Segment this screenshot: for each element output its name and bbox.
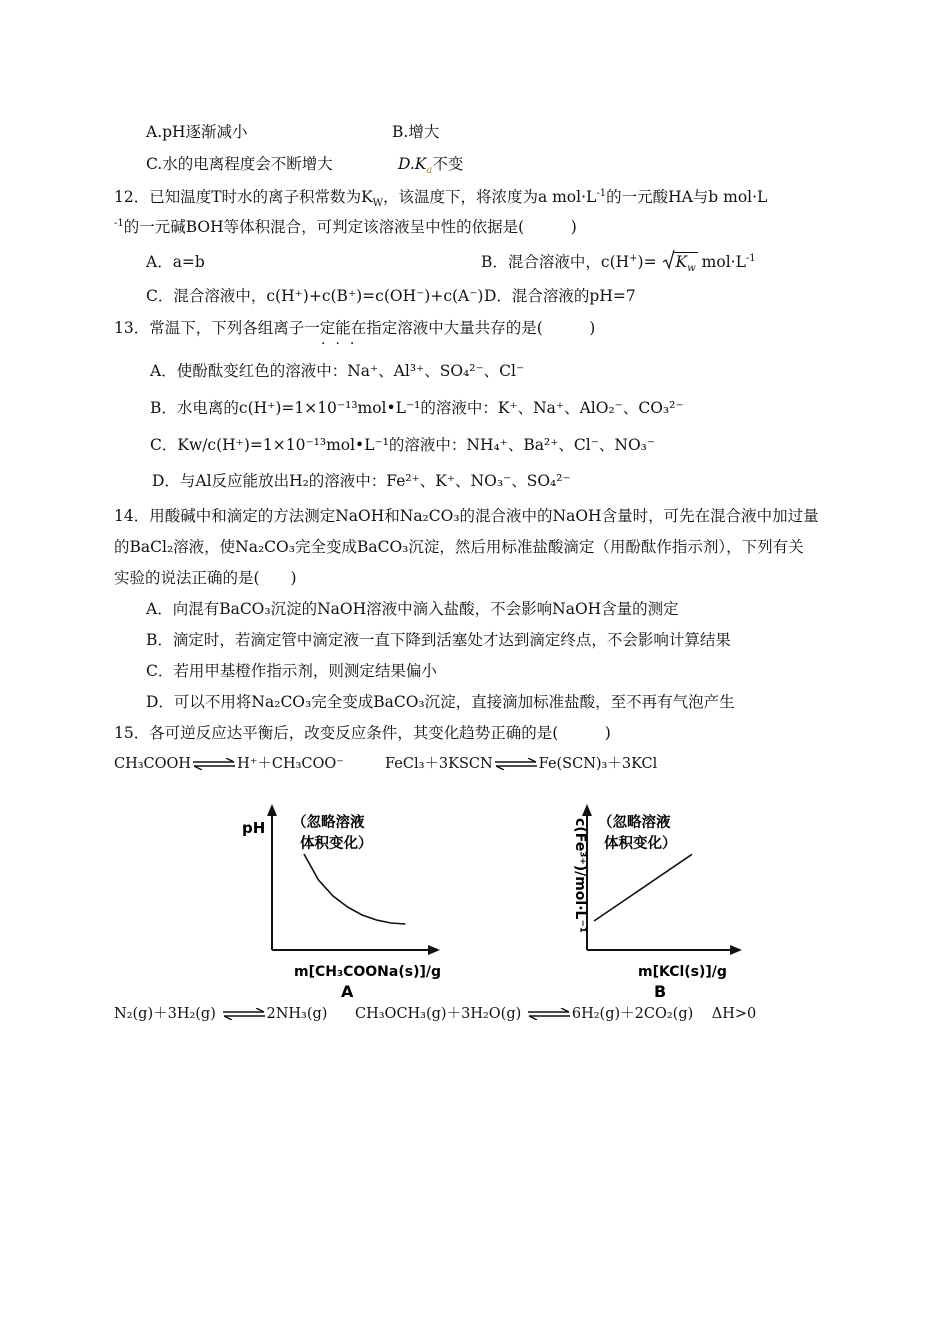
eq1-left: CH₃COOH: [114, 756, 192, 772]
chart-b-title: B: [654, 982, 667, 1000]
q12-stem-part4: 的一元碱BOH等体积混合，可判定该溶液呈中性的依据是( ): [123, 218, 577, 236]
emphasis-dots: ·​·​·: [321, 336, 365, 352]
q14-stem-line1: 14．用酸碱中和滴定的方法测定NaOH和Na₂CO₃的混合液中的NaOH含量时，可先在混合液中加过量: [114, 507, 819, 525]
eq3-left: N₂(g)＋3H₂(g): [114, 1006, 216, 1022]
q12-stem-part3: 的一元酸HA与b mol·L: [606, 188, 768, 206]
sqrt-k-sub: w: [687, 263, 696, 275]
equation-1: [114, 754, 344, 774]
eq3-right: 2NH₃(g): [266, 1006, 328, 1022]
q14-option-a: A．向混有BaCO₃沉淀的NaOH溶液中滴入盐酸，不会影响NaOH含量的测定: [146, 600, 679, 618]
q12-stem-part1: 12．已知温度T时水的离子积常数为K: [114, 188, 373, 206]
eq2-right: Fe(SCN)₃＋3KCl: [538, 756, 658, 772]
q12-option-d: D．混合溶液的pH=7: [484, 287, 636, 305]
chart-a-xlabel: m[CH₃COONa(s)]/g: [294, 964, 442, 980]
equation-4: [355, 1004, 756, 1024]
q15-stem: 15．各可逆反应达平衡后，改变反应条件，其变化趋势正确的是( ): [114, 724, 611, 742]
q12-option-b-text: B．混合溶液中，c(H: [481, 253, 630, 271]
q12-stem-part2: ，该温度下，将浓度为a mol·L: [382, 188, 597, 206]
eq2-left: FeCl₃＋3KSCN: [385, 756, 493, 772]
q12-option-b: [481, 252, 756, 275]
chart-b-annotation-2: 体积变化）: [604, 836, 677, 852]
q14-option-b: B．滴定时，若滴定管中滴定液一直下降到活塞处才达到滴定终点，不会影响计算结果: [146, 631, 731, 649]
chart-a-y-arrow-icon: [267, 804, 277, 816]
q12-option-c: C．混合溶液中，c(H⁺)+c(B⁺)=c(OH⁻)+c(A⁻): [146, 287, 484, 305]
equilibrium-arrow-icon: [222, 1008, 266, 1020]
q14-option-c: C．若用甲基橙作指示剂，则测定结果偏小: [146, 662, 437, 680]
chart-a-series-line: [304, 854, 406, 924]
chart-b-y-arrow-icon: [582, 804, 592, 816]
q12-stem-line1: [114, 187, 768, 210]
q12-kw-sub: W: [372, 198, 383, 210]
q12-option-b-mid: )=: [637, 253, 657, 271]
equation-3: [114, 1004, 327, 1024]
q11-option-b: B.增大: [392, 123, 440, 141]
q13-stem: 13．常温下，下列各组离子一定能在指定溶液中大量共存的是( ): [114, 319, 596, 337]
q11-option-d-k: D.K: [398, 155, 427, 173]
q11-option-a: A.pH逐渐减小: [146, 123, 248, 141]
eq4-left: CH₃OCH₃(g)＋3H₂O(g): [355, 1006, 522, 1022]
equilibrium-arrow-icon: [192, 758, 236, 770]
equilibrium-arrow-icon: [527, 1008, 571, 1020]
equilibrium-arrow-icon: [494, 758, 538, 770]
q12-option-b-sup: +: [629, 252, 638, 264]
q13-option-d: D．与Al反应能放出H₂的溶液中：Fe²⁺、K⁺、NO₃⁻、SO₄²⁻: [152, 472, 571, 490]
chart-b-series-line: [594, 854, 692, 921]
chart-a-annotation-2: 体积变化）: [300, 836, 373, 852]
sqrt-k: K: [675, 253, 688, 271]
sqrt-kw: [662, 252, 698, 275]
q13-option-b: B．水电离的c(H⁺)=1×10⁻¹³mol•L⁻¹的溶液中：K⁺、Na⁺、AlO₂⁻、CO₃²⁻: [150, 399, 684, 417]
chart-b-annotation-1: （忽略溶液: [598, 815, 671, 831]
chart-a-x-arrow-icon: [428, 945, 440, 955]
chart-b-x-arrow-icon: [730, 945, 742, 955]
chart-b-xlabel: m[KCl(s)]/g: [638, 964, 727, 980]
q11-option-d-tail: 不变: [432, 155, 464, 173]
q14-stem-line2: 的BaCl₂溶液，使Na₂CO₃完全变成BaCO₃沉淀，然后用标准盐酸滴定（用酚酞作指示剂），下列有关: [114, 538, 804, 556]
q14-stem-line3: 实验的说法正确的是( ): [114, 569, 297, 587]
q12-option-b-unit-sup: -1: [745, 252, 756, 264]
chart-a-annotation-1: （忽略溶液: [292, 815, 365, 831]
q11-option-d: [398, 154, 464, 177]
chart-a: [236, 800, 446, 1000]
chart-b-ylabel: c(Fe³⁺)/mol·L⁻¹: [572, 818, 588, 933]
chart-b: [560, 800, 760, 1000]
q14-option-d: D．可以不用将Na₂CO₃完全变成BaCO₃沉淀，直接滴加标准盐酸，至不再有气泡产生: [146, 693, 735, 711]
q12-option-b-unit: mol·L: [701, 253, 746, 271]
q12-option-a: A．a=b: [146, 253, 205, 271]
eq4-enthalpy: ΔH>0: [711, 1006, 757, 1022]
q12-stem-line2: [114, 217, 577, 237]
q12-unit-sup2: -1: [114, 217, 124, 229]
q13-option-c: C．Kw/c(H⁺)=1×10⁻¹³mol•L⁻¹的溶液中：NH₄⁺、Ba²⁺、Cl⁻、NO₃⁻: [150, 436, 656, 454]
chart-a-title: A: [341, 982, 354, 1000]
sqrt-sign-icon: [662, 249, 676, 271]
chart-a-ylabel: pH: [242, 819, 266, 837]
eq1-right: H⁺＋CH₃COO⁻: [237, 756, 344, 772]
q11-option-c: C.水的电离程度会不断增大: [146, 155, 333, 173]
q13-option-a: A．使酚酞变红色的溶液中：Na⁺、Al³⁺、SO₄²⁻、Cl⁻: [150, 362, 525, 380]
q11-option-d-sub: a: [426, 165, 433, 177]
equation-2: [385, 754, 657, 774]
eq4-right: 6H₂(g)＋2CO₂(g): [571, 1006, 694, 1022]
q12-unit-sup1: -1: [596, 187, 607, 199]
